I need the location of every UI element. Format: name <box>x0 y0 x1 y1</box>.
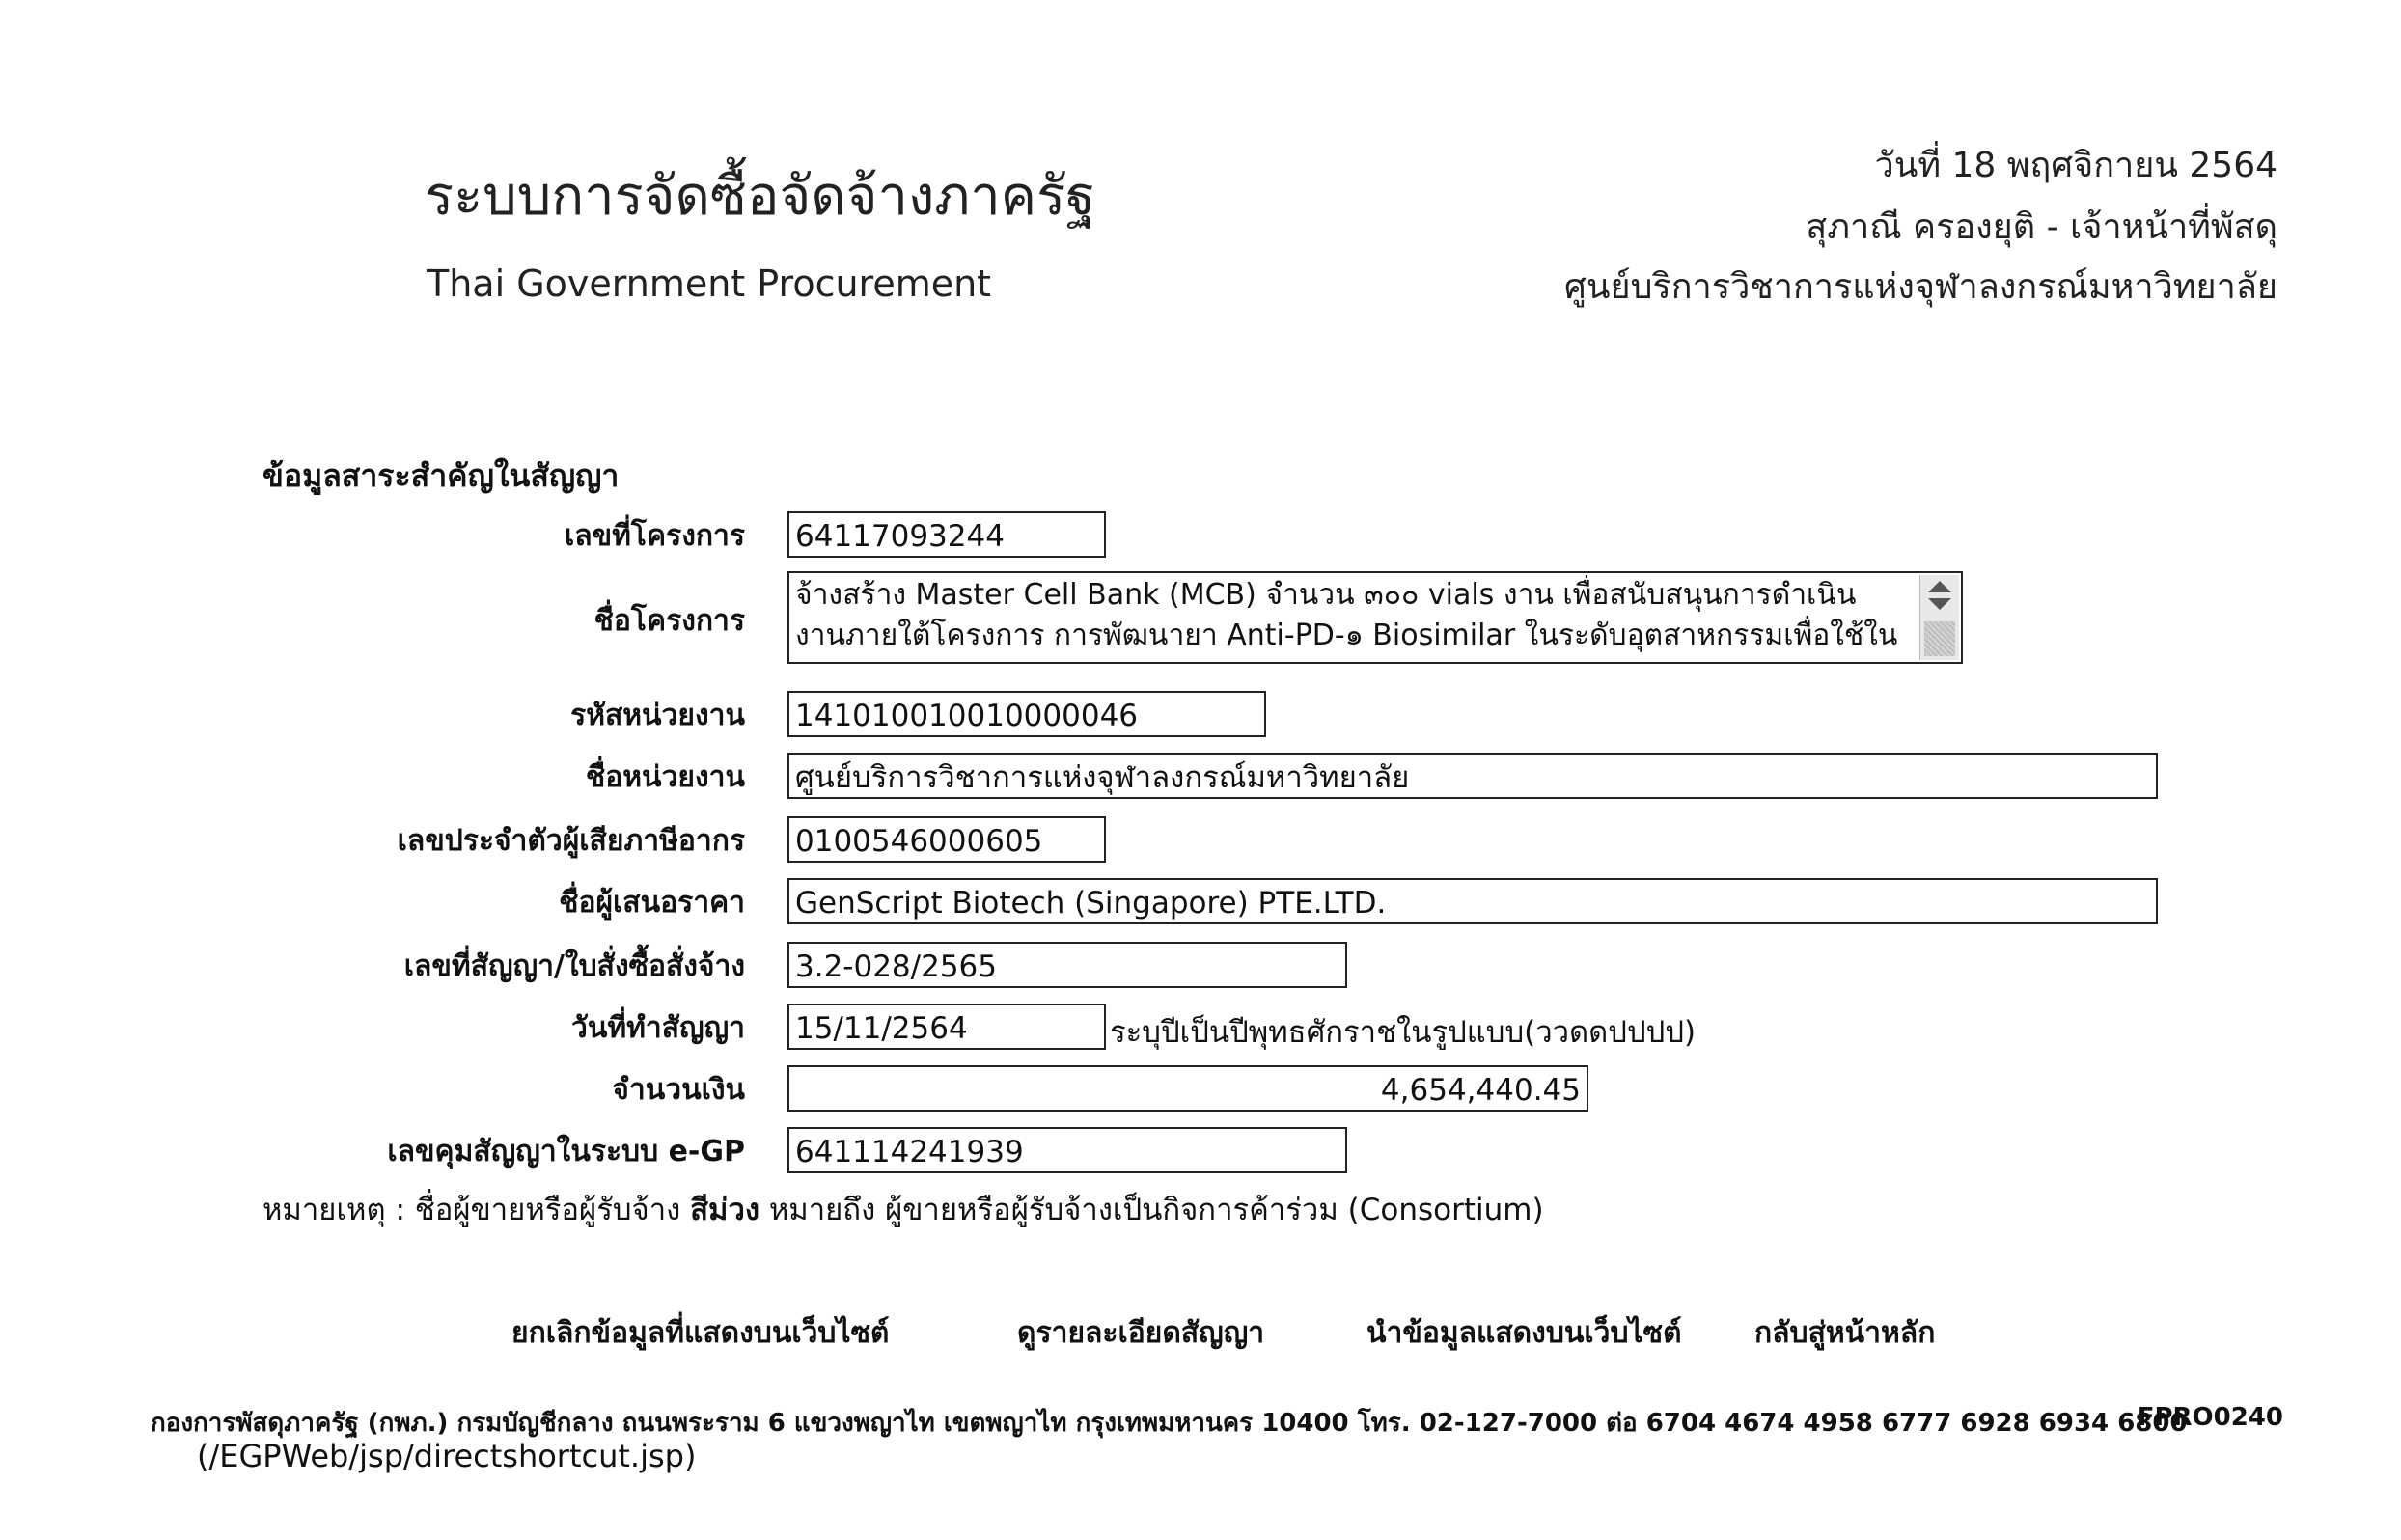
note-emphasis: สีม่วง <box>690 1193 760 1227</box>
project-name-label: ชื่อโครงการ <box>593 604 745 638</box>
note-suffix: หมายถึง ผู้ขายหรือผู้รับจ้างเป็นกิจการค้าร่วม (Consortium) <box>759 1193 1544 1227</box>
egp-control-no-label: เลขคุมสัญญาในระบบ e-GP <box>387 1135 745 1169</box>
agency-name-label: ชื่อหน่วยงาน <box>585 760 745 794</box>
project-name-textarea[interactable] <box>787 571 1963 664</box>
project-no-label: เลขที่โครงการ <box>565 519 745 553</box>
scroll-thumb[interactable] <box>1924 621 1955 656</box>
system-title-th: ระบบการจัดซื้อจัดจ้างภาครัฐ <box>425 165 1096 228</box>
agency-name-field[interactable]: ศูนย์บริการวิชาการแห่งจุฬาลงกรณ์มหาวิทยาลัย <box>787 753 2158 799</box>
cancel-display-link[interactable]: ยกเลิกข้อมูลที่แสดงบนเว็บไซต์ <box>511 1316 890 1350</box>
contract-date-hint: ระบุปีเป็นปีพุทธศักราชในรูปแบบ(ววดดปปปป) <box>1110 1015 1697 1050</box>
textarea-scrollbar[interactable] <box>1919 575 1959 660</box>
view-contract-link[interactable]: ดูรายละเอียดสัญญา <box>1017 1316 1265 1350</box>
publish-display-link[interactable]: นำข้อมูลแสดงบนเว็บไซต์ <box>1366 1316 1682 1350</box>
back-home-link[interactable]: กลับสู่หน้าหลัก <box>1754 1316 1936 1350</box>
bidder-name-field[interactable]: GenScript Biotech (Singapore) PTE.LTD. <box>787 878 2158 924</box>
contract-no-field[interactable]: 3.2-028/2565 <box>787 942 1347 988</box>
page-path: (/EGPWeb/jsp/directshortcut.jsp) <box>197 1438 697 1474</box>
scroll-up-icon[interactable] <box>1928 581 1951 592</box>
date-line: วันที่ 18 พฤศจิกายน 2564 <box>1874 146 2277 185</box>
agency-code-label: รหัสหน่วยงาน <box>570 699 745 732</box>
project-no-field[interactable]: 64117093244 <box>787 511 1106 558</box>
scroll-down-icon[interactable] <box>1928 598 1951 610</box>
bidder-name-label: ชื่อผู้เสนอราคา <box>559 886 745 920</box>
page-code: FPRO0240 <box>2137 1403 2283 1432</box>
agency-code-field[interactable]: 141010010010000046 <box>787 691 1266 737</box>
note-prefix: หมายเหตุ : ชื่อผู้ขายหรือผู้รับจ้าง <box>262 1193 691 1227</box>
org-line: ศูนย์บริการวิชาการแห่งจุฬาลงกรณ์มหาวิทยาลัย <box>1564 267 2277 307</box>
contract-date-label: วันที่ทำสัญญา <box>570 1011 745 1045</box>
project-name-line-1: จ้างสร้าง Master Cell Bank (MCB) จำนวน ๓๐๐ vials งาน เพื่อสนับสนุนการดำเนิน <box>795 578 1857 612</box>
user-line: สุภาณี ครองยุติ - เจ้าหน้าที่พัสดุ <box>1806 207 2277 247</box>
system-title-en: Thai Government Procurement <box>427 262 992 305</box>
amount-label: จำนวนเงิน <box>612 1073 745 1107</box>
tax-id-field[interactable]: 0100546000605 <box>787 816 1106 863</box>
contract-date-field[interactable]: 15/11/2564 <box>787 1004 1106 1050</box>
project-name-line-2: งานภายใต้โครงการ การพัฒนายา Anti-PD-๑ Biosimilar ในระดับอุตสาหกรรมเพื่อใช้ใน <box>795 619 1898 652</box>
consortium-note <box>262 1185 1544 1233</box>
tax-id-label: เลขประจำตัวผู้เสียภาษีอากร <box>397 824 745 858</box>
footer-address: กองการพัสดุภาครัฐ (กพภ.) กรมบัญชีกลาง ถนนพระราม 6 แขวงพญาไท เขตพญาไท กรุงเทพมหานคร 10400 โทร. 02-127-7000 ต่อ 6704 4674 4958 6777 6928 6934 6800 <box>151 1409 2188 1438</box>
contract-no-label: เลขที่สัญญา/ใบสั่งซื้อสั่งจ้าง <box>403 949 745 983</box>
egp-control-no-field[interactable]: 641114241939 <box>787 1127 1347 1173</box>
section-title: ข้อมูลสาระสำคัญในสัญญา <box>262 457 620 494</box>
amount-field[interactable]: 4,654,440.45 <box>787 1065 1588 1112</box>
